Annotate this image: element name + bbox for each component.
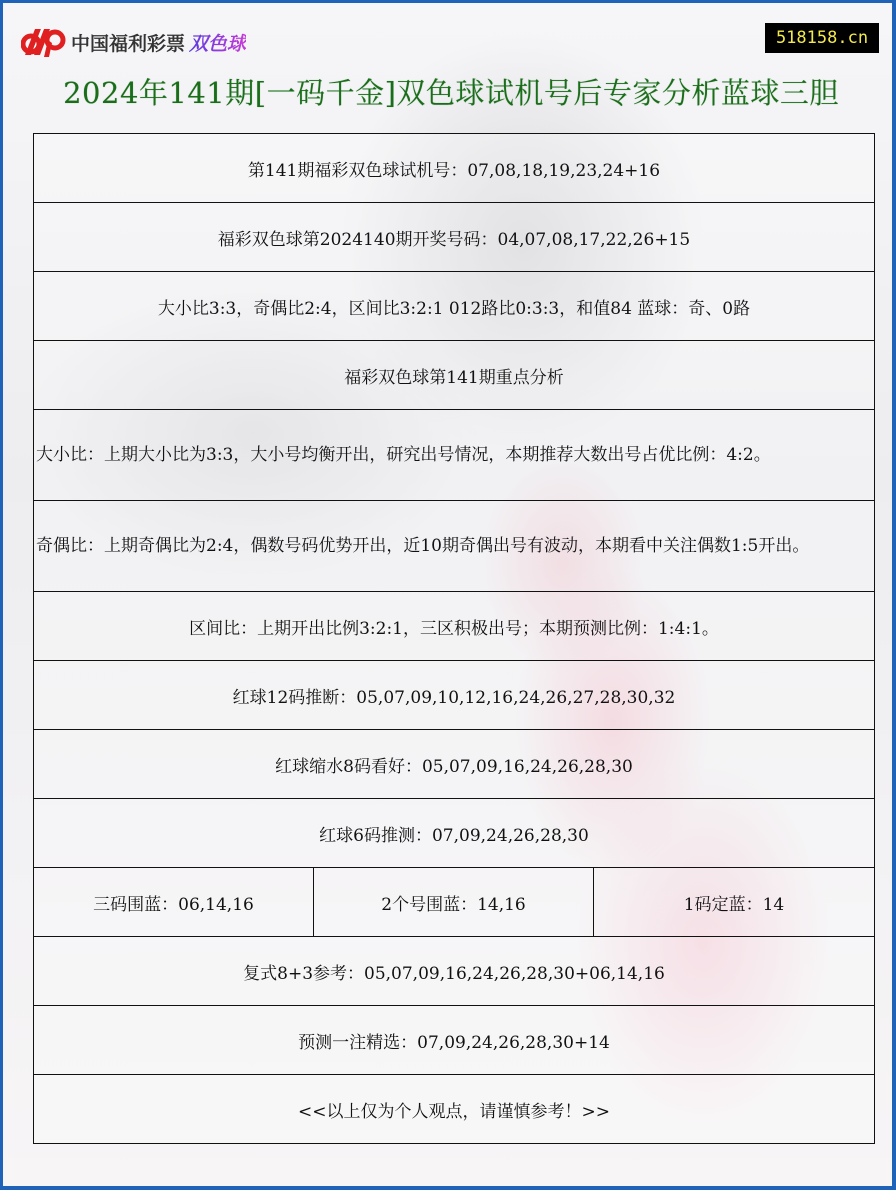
blue-3-cell: 三码围蓝：06,14,16: [34, 868, 314, 937]
last-draw-cell: 福彩双色球第2024140期开奖号码：04,07,08,17,22,26+15: [34, 203, 875, 272]
table-row: [34, 868, 875, 937]
red-8-cell: 红球缩水8码看好：05,07,09,16,24,26,28,30: [34, 730, 875, 799]
page-title: 2024年141期[一码千金]双色球试机号后专家分析蓝球三胆: [63, 76, 839, 110]
table-row: [34, 937, 875, 1006]
zone-ratio-cell: 区间比：上期开出比例3:2:1，三区积极出号；本期预测比例：1:4:1。: [34, 592, 875, 661]
lottery-logo: [21, 25, 246, 59]
table-row: [34, 1006, 875, 1075]
table-row: [34, 799, 875, 868]
odd-even-cell: 奇偶比：上期奇偶比为2:4，偶数号码优势开出，近10期奇偶出号有波动，本期看中关注偶数1:5开出。: [34, 501, 875, 592]
red-6-cell: 红球6码推测：07,09,24,26,28,30: [34, 799, 875, 868]
section-heading-cell: 福彩双色球第141期重点分析: [34, 341, 875, 410]
table-row: [34, 1075, 875, 1144]
table-row: [34, 730, 875, 799]
blue-2-cell: 2个号围蓝：14,16: [314, 868, 594, 937]
table-row: [34, 134, 875, 203]
table-row: [34, 410, 875, 501]
cwl-logo-icon: [21, 25, 67, 59]
red-12-cell: 红球12码推断：05,07,09,10,12,16,24,26,27,28,30,32: [34, 661, 875, 730]
table-row: [34, 203, 875, 272]
logo-text: 中国福利彩票: [71, 32, 186, 55]
blue-1-cell: 1码定蓝：14: [594, 868, 875, 937]
draw-stats-cell: 大小比3:3，奇偶比2:4，区间比3:2:1 012路比0:3:3，和值84 蓝球：奇、0路: [34, 272, 875, 341]
table-row: [34, 501, 875, 592]
table-row: [34, 661, 875, 730]
size-ratio-cell: 大小比：上期大小比为3:3，大小号均衡开出，研究出号情况，本期推荐大数出号占优比例：4:2。: [34, 410, 875, 501]
analysis-table: [33, 133, 875, 1144]
disclaimer-cell: <<以上仅为个人观点，请谨慎参考！>>: [34, 1075, 875, 1144]
logo-brand: 双色球: [189, 29, 246, 56]
test-number-cell: 第141期福彩双色球试机号：07,08,18,19,23,24+16: [34, 134, 875, 203]
site-badge[interactable]: 518158.cn: [765, 23, 879, 53]
compound-cell: 复式8+3参考：05,07,09,16,24,26,28,30+06,14,16: [34, 937, 875, 1006]
single-pick-cell: 预测一注精选：07,09,24,26,28,30+14: [34, 1006, 875, 1075]
table-row: [34, 592, 875, 661]
table-row: [34, 272, 875, 341]
table-row: [34, 341, 875, 410]
